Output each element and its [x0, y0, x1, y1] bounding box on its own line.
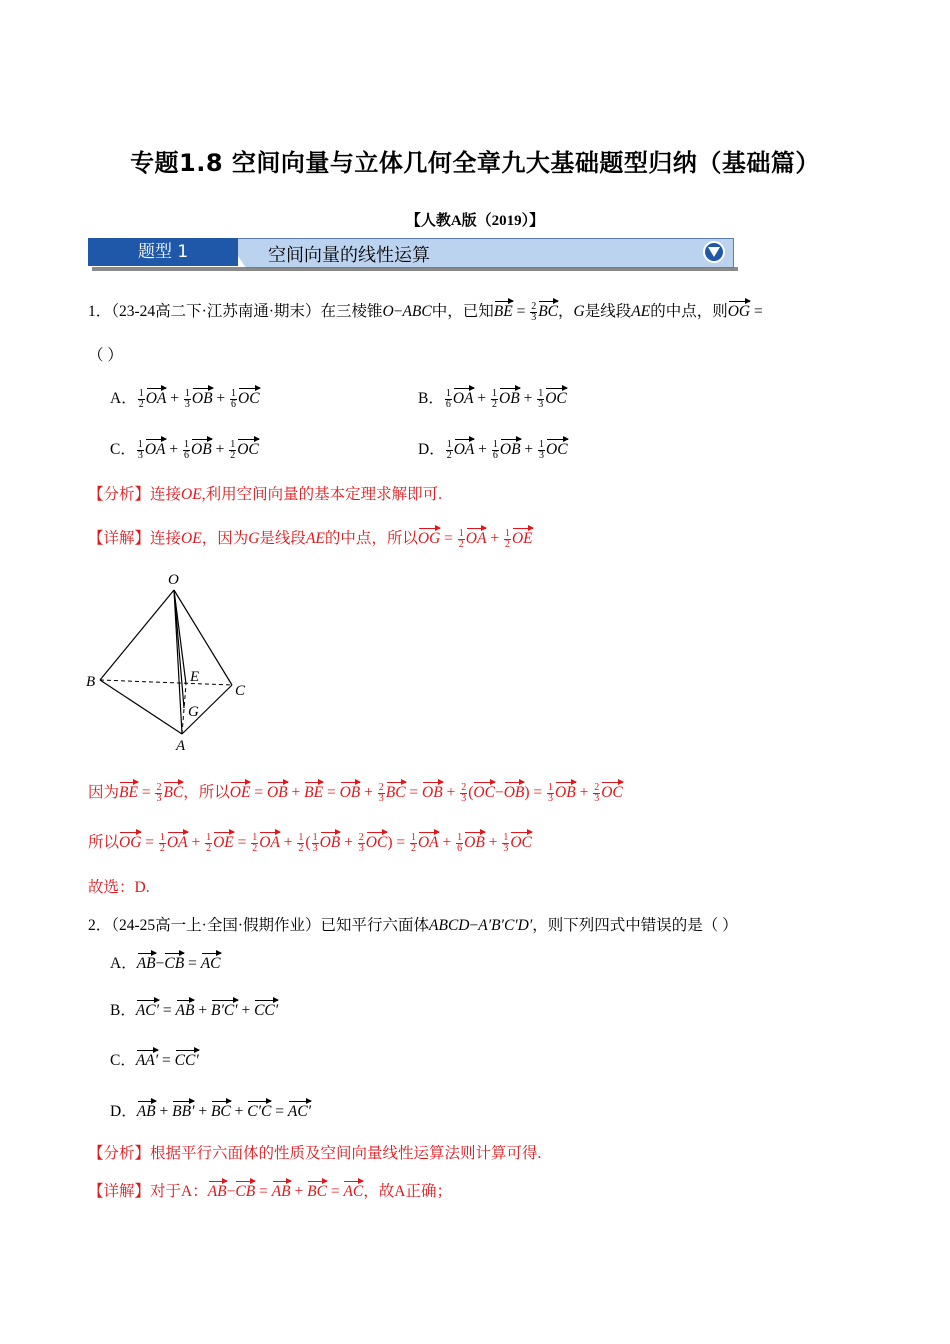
q2-option-b[interactable]: B．AC′ = AB + B′C′ + CC′ — [110, 998, 278, 1020]
banner-topic-text: 空间向量的线性运算 — [268, 245, 430, 266]
q2-option-c[interactable]: C．AA′ = CC′ — [110, 1048, 199, 1070]
q1-option-a[interactable]: A． $\frac{1}{2}$ OA + $\frac{1}{3}$ OB + $\frac{1}{6}$ OC — [110, 387, 260, 410]
section-banner — [88, 236, 738, 272]
q1-option-b[interactable]: B． $\frac{1}{6}$ OA + $\frac{1}{2}$ OB + $\frac{1}{3}$ OC — [418, 387, 567, 410]
q2-stem: 2．（24-25高一上·全国·假期作业）已知平行六面体ABCD−A′B′C′D′，则下列四式中错误的是（ ） — [88, 917, 738, 934]
q1-option-c[interactable]: C． $\frac{1}{3}$ OA + $\frac{1}{6}$ OB + $\frac{1}{2}$ OC — [110, 438, 259, 461]
banner-type-label: 题型 1 — [88, 238, 238, 266]
q1-step2: 所以OG = $\frac{1}{2}$ OA + $\frac{1}{2}$ OE = $\frac{1}{2}$ OA + $\frac{1}{2}$ ( $\frac{1}{3}$ OB + $\frac{2}{3}$ OC) = $\frac{1}{2}$ OA + $\frac{1}{6}$ OB + $\frac{1}{3}$ OC — [88, 831, 532, 854]
q1-stem: 1．（23-24高二下·江苏南通·期末）在三棱锥O−ABC中，已知BE = $\frac{2}{3}$ BC，G是线段AE的中点，则OG = — [88, 300, 763, 323]
q1-detail: 【详解】连接OE，因为G是线段AE的中点，所以OG = $\frac{1}{2}$ OA + $\frac{1}{2}$ OE — [88, 527, 533, 550]
label-C: C — [235, 683, 246, 699]
q2-analysis: 【分析】根据平行六面体的性质及空间向量线性运算法则计算可得. — [88, 1145, 542, 1162]
edition-label: 【人教A版（2019）】 — [405, 213, 545, 229]
label-B: B — [86, 674, 96, 690]
q1-bracket: （ ） — [88, 347, 123, 364]
label-O: O — [168, 572, 179, 588]
tetrahedron-figure — [82, 568, 262, 758]
label-A: A — [176, 738, 186, 754]
q2-option-a[interactable]: A．AB−CB = AC — [110, 951, 221, 973]
label-G: G — [188, 704, 199, 720]
q1-source: （23-24高二下·江苏南通·期末）在三棱锥 — [111, 303, 383, 320]
label-E: E — [190, 669, 200, 685]
chevron-down-icon[interactable] — [703, 241, 725, 263]
q2-detail: 【详解】对于A：AB−CB = AB + BC = AC，故A正确； — [88, 1179, 452, 1201]
page-title: 专题1.8 空间向量与立体几何全章九大基础题型归纳（基础篇） — [130, 149, 820, 177]
q2-option-d[interactable]: D．AB + BB′ + BC + C′C = AC′ — [110, 1099, 311, 1121]
q1-step1: 因为BE = $\frac{2}{3}$ BC，所以OE = OB + BE = OB + $\frac{2}{3}$ BC = OB + $\frac{2}{3}$ (OC−OB) = $\frac{1}{3}$ OB + $\frac{2}{3}$ OC — [88, 781, 623, 804]
q1-option-d[interactable]: D． $\frac{1}{2}$ OA + $\frac{1}{6}$ OB + $\frac{1}{3}$ OC — [418, 438, 568, 461]
q1-analysis: 【分析】连接OE,利用空间向量的基本定理求解即可. — [88, 486, 442, 503]
q1-conclusion: 故选：D. — [88, 879, 150, 896]
q1-number: 1． — [88, 303, 112, 320]
